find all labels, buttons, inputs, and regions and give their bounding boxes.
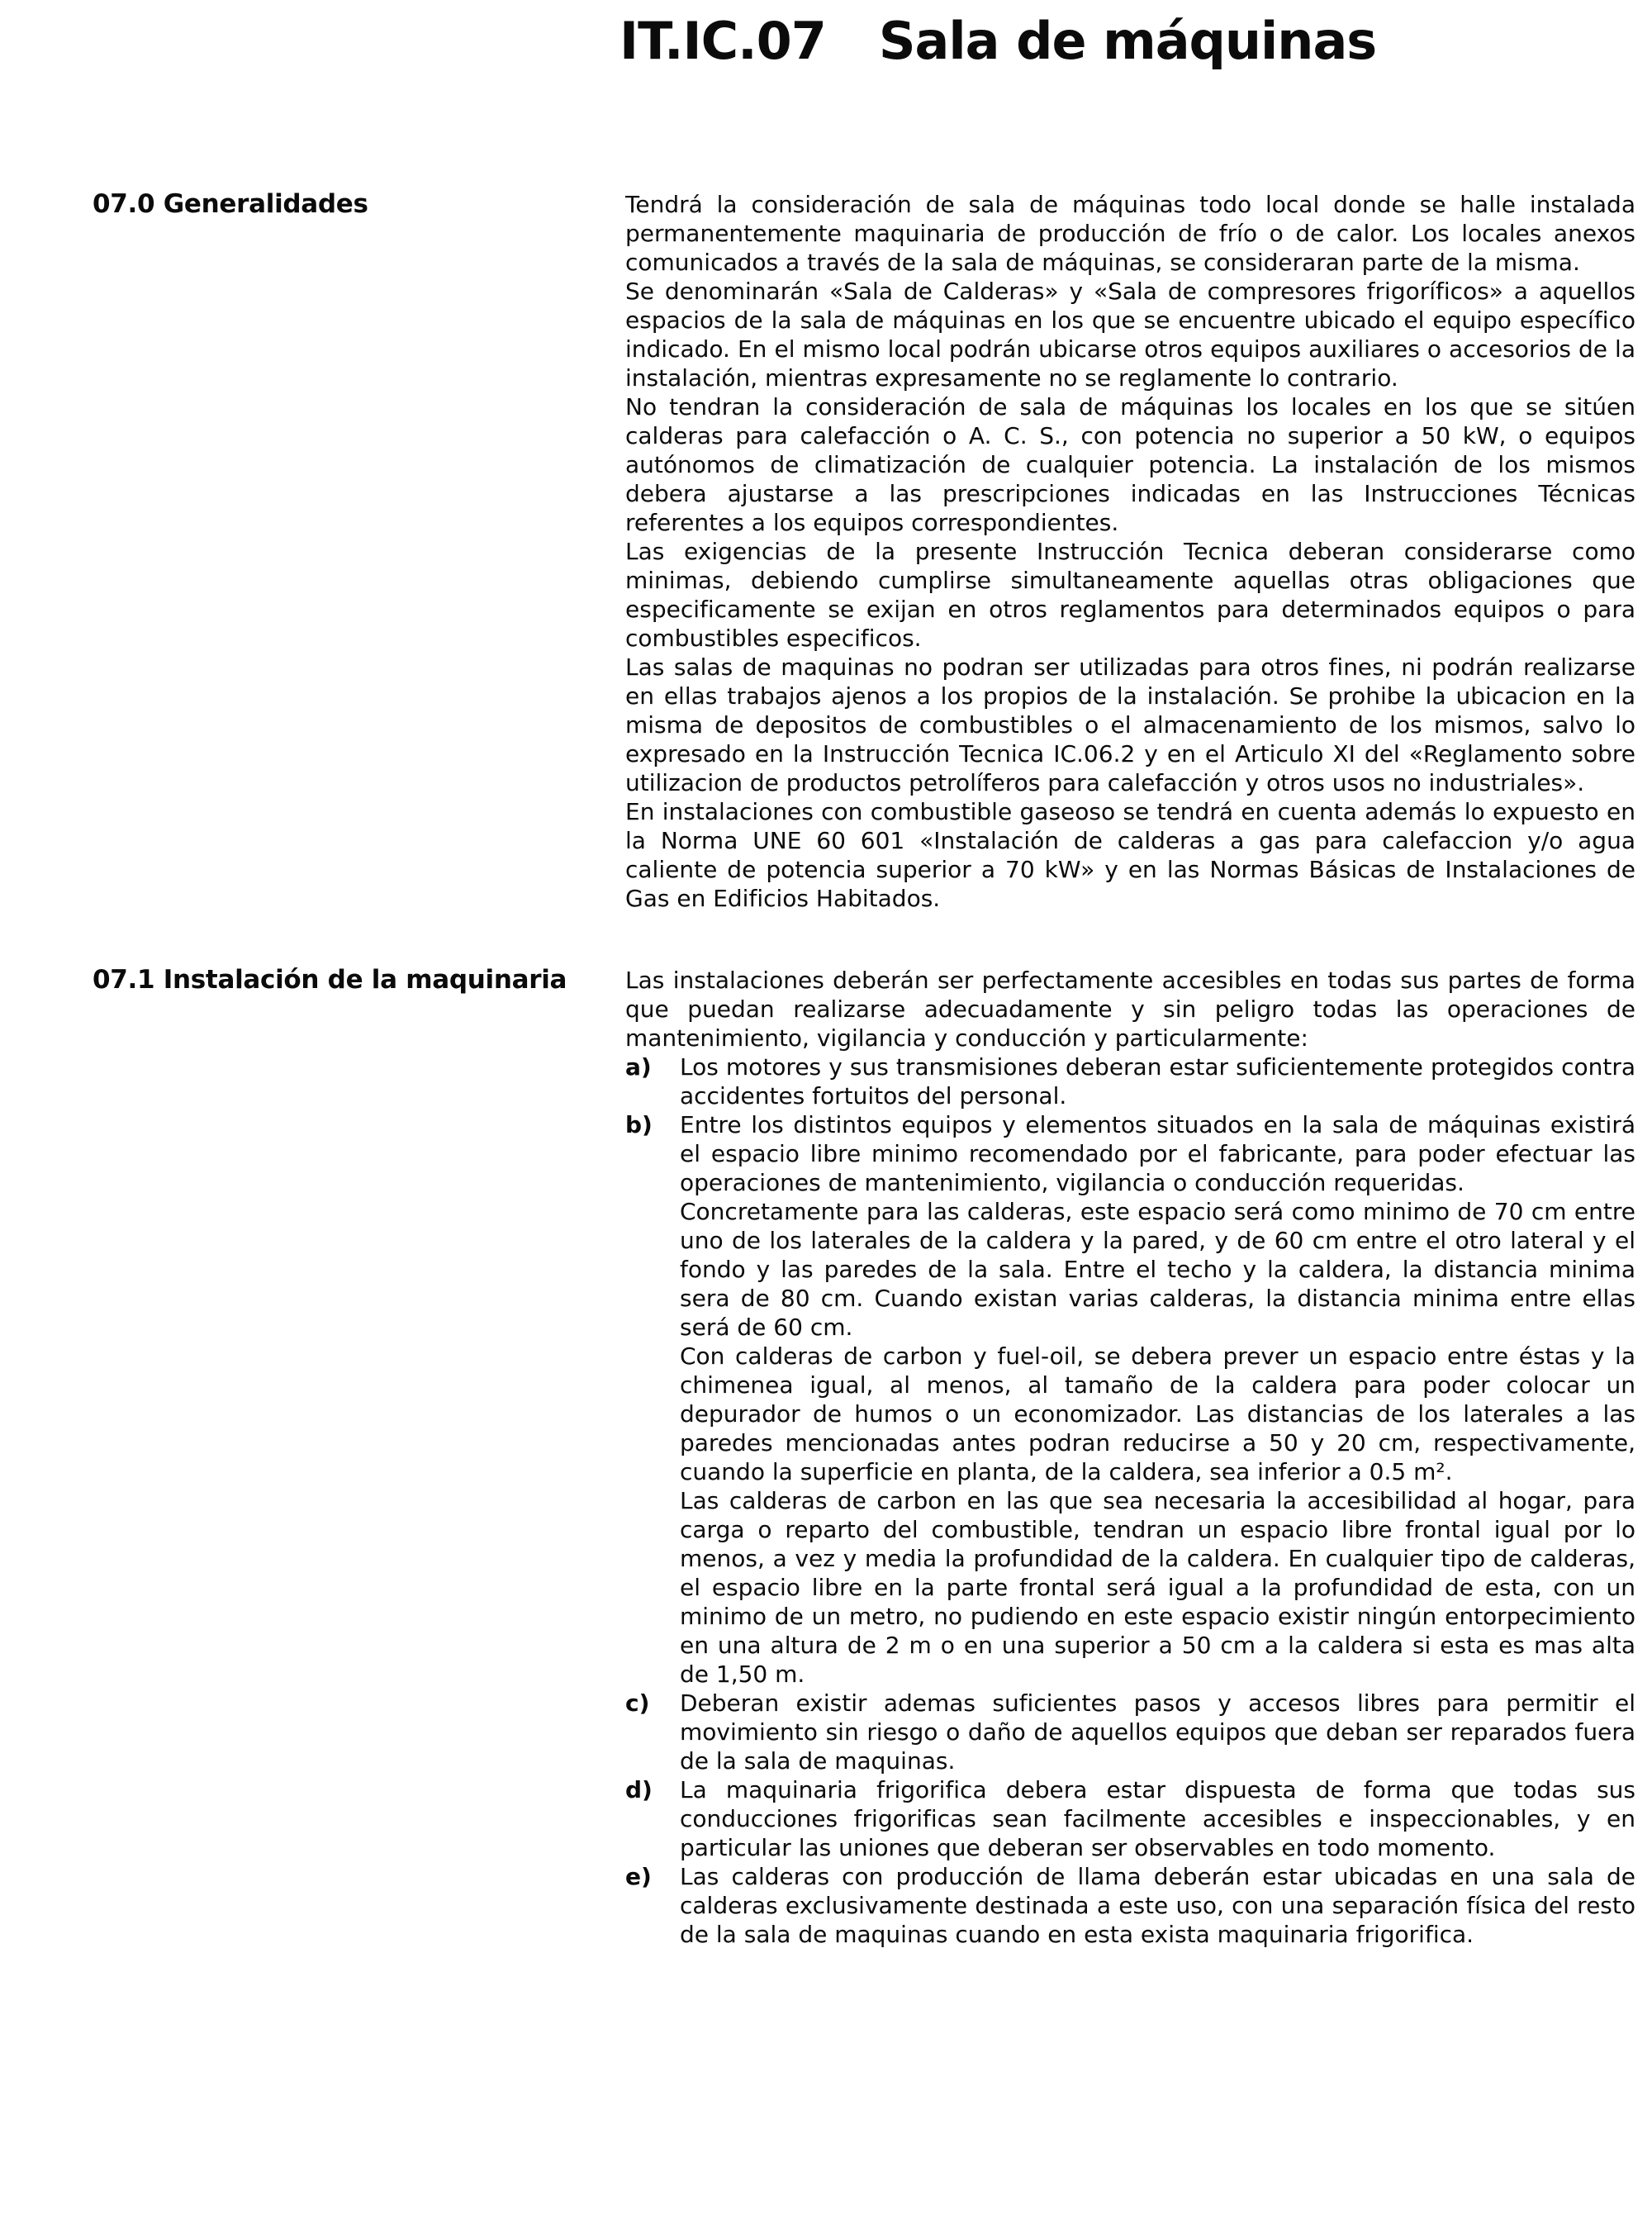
- paragraph: Tendrá la consideración de sala de máquinas todo local donde se halle instalada permanentemente maquinaria de producción de frío o de calor. Los locales anexos comunicados a través de la sala de máquinas, se consideraran parte de la misma.: [625, 191, 1635, 277]
- list-item-a: [625, 1052, 1635, 1110]
- list-item-d: [625, 1775, 1635, 1862]
- section-body-07-1: [625, 966, 1635, 1949]
- paragraph: Se denominarán «Sala de Calderas» y «Sala de compresores frigoríficos» a aquellos espacios de la sala de máquinas en los que se encuentre ubicado el equipo específico indicado. En el mismo local podrán ubicarse otros equipos auxiliares o accesorios de la instalación, mientras expresamente no se reglamente lo contrario.: [625, 278, 1635, 392]
- paragraph: Las calderas de carbon en las que sea necesaria la accesibilidad al hogar, para carga o reparto del combustible, tendran un espacio libre frontal igual por lo menos, a vez y media la profundidad de la caldera. En cualquier tipo de calderas, el espacio libre en la parte frontal será igual a la profundidad de esta, con un minimo de un metro, no pudiendo en este espacio existir ningún entorpecimiento en una altura de 2 m o en una superior a 50 cm a la caldera si esta es mas alta de 1,50 m.: [680, 1487, 1635, 1689]
- paragraph: Concretamente para las calderas, este espacio será como minimo de 70 cm entre uno de los laterales de la caldera y la pared, y de 60 cm entre el otro lateral y el fondo y las paredes de la sala. Entre el techo y la caldera, la distancia minima sera de 80 cm. Cuando existan varias calderas, la distancia minima entre ellas será de 60 cm.: [680, 1198, 1635, 1342]
- section-body-07-0: [625, 190, 1635, 913]
- paragraph: Las calderas con producción de llama deberán estar ubicadas en una sala de calderas exclusivamente destinada a este uso, con una separación física del resto de la sala de maquinas cuando en esta exista maquinaria frigorifica.: [680, 1863, 1635, 1949]
- page-title-code: IT.IC.07: [620, 11, 826, 71]
- list-item-label-c: c): [625, 1689, 650, 1718]
- paragraph: Deberan existir ademas suficientes pasos y accesos libres para permitir el movimiento sin riesgo o daño de aquellos equipos que deban ser reparados fuera de la sala de maquinas.: [680, 1689, 1635, 1775]
- list-item-label-e: e): [625, 1863, 652, 1891]
- page-title-name: Sala de máquinas: [878, 11, 1377, 71]
- paragraph: No tendran la consideración de sala de máquinas los locales en los que se sitúen calderas para calefacción o A. C. S., con potencia no superior a 50 kW, o equipos autónomos de climatización de cualquier potencia. La instalación de los mismos debera ajustarse a las prescripciones indicadas en las Instrucciones Técnicas referentes a los equipos correspondientes.: [625, 393, 1635, 537]
- section-heading-07-1: 07.1 Instalación de la maquinaria: [93, 965, 567, 995]
- page-title: [0, 0, 1652, 69]
- paragraph: Las salas de maquinas no podran ser utilizadas para otros fines, ni podrán realizarse en ellas trabajos ajenos a los propios de la instalación. Se prohibe la ubicacion en la misma de depositos de combustibles o el almacenamiento de los mismos, salvo lo expresado en la Instrucción Tecnica IC.06.2 y en el Articulo XI del «Reglamento sobre utilizacion de productos petrolíferos para calefacción y otros usos no industriales».: [625, 653, 1635, 797]
- list-item-label-b: b): [625, 1111, 653, 1139]
- list-item-label-d: d): [625, 1776, 653, 1804]
- list-item-c: [625, 1689, 1635, 1775]
- list-item-label-a: a): [625, 1053, 652, 1081]
- paragraph: En instalaciones con combustible gaseoso se tendrá en cuenta además lo expuesto en la Norma UNE 60 601 «Instalación de calderas a gas para calefaccion y/o agua caliente de potencia superior a 70 kW» y en las Normas Básicas de Instalaciones de Gas en Edificios Habitados.: [625, 798, 1635, 913]
- paragraph: Entre los distintos equipos y elementos situados en la sala de máquinas existirá el espacio libre minimo recomendado por el fabricante, para poder efectuar las operaciones de mantenimiento, vigilancia o conducción requeridas.: [680, 1111, 1635, 1197]
- section-intro: Las instalaciones deberán ser perfectamente accesibles en todas sus partes de forma que puedan realizarse adecuadamente y sin peligro todas las operaciones de mantenimiento, vigilancia y conducción y particularmente:: [625, 967, 1635, 1052]
- paragraph: Los motores y sus transmisiones deberan estar suficientemente protegidos contra accidentes fortuitos del personal.: [680, 1053, 1635, 1110]
- list-item-b: [625, 1110, 1635, 1689]
- section-heading-07-0: 07.0 Generalidades: [93, 189, 368, 220]
- section-instalacion-maquinaria: [0, 966, 1652, 1949]
- paragraph: La maquinaria frigorifica debera estar dispuesta de forma que todas sus conducciones frigorificas sean facilmente accesibles e inspeccionables, y en particular las uniones que deberan ser observables en todo momento.: [680, 1776, 1635, 1862]
- paragraph: Las exigencias de la presente Instrucción Tecnica deberan considerarse como minimas, debiendo cumplirse simultaneamente aquellas otras obligaciones que especificamente se exijan en otros reglamentos para determinados equipos o para combustibles especificos.: [625, 538, 1635, 653]
- paragraph: Con calderas de carbon y fuel-oil, se debera prever un espacio entre éstas y la chimenea igual, al menos, al tamaño de la caldera para poder colocar un depurador de humos o un economizador. Las distancias de los laterales a las paredes mencionadas antes podran reducirse a 50 y 20 cm, respectivamente, cuando la superficie en planta, de la caldera, sea inferior a 0.5 m².: [680, 1342, 1635, 1486]
- section-generalidades: [0, 190, 1652, 913]
- list-item-e: [625, 1862, 1635, 1949]
